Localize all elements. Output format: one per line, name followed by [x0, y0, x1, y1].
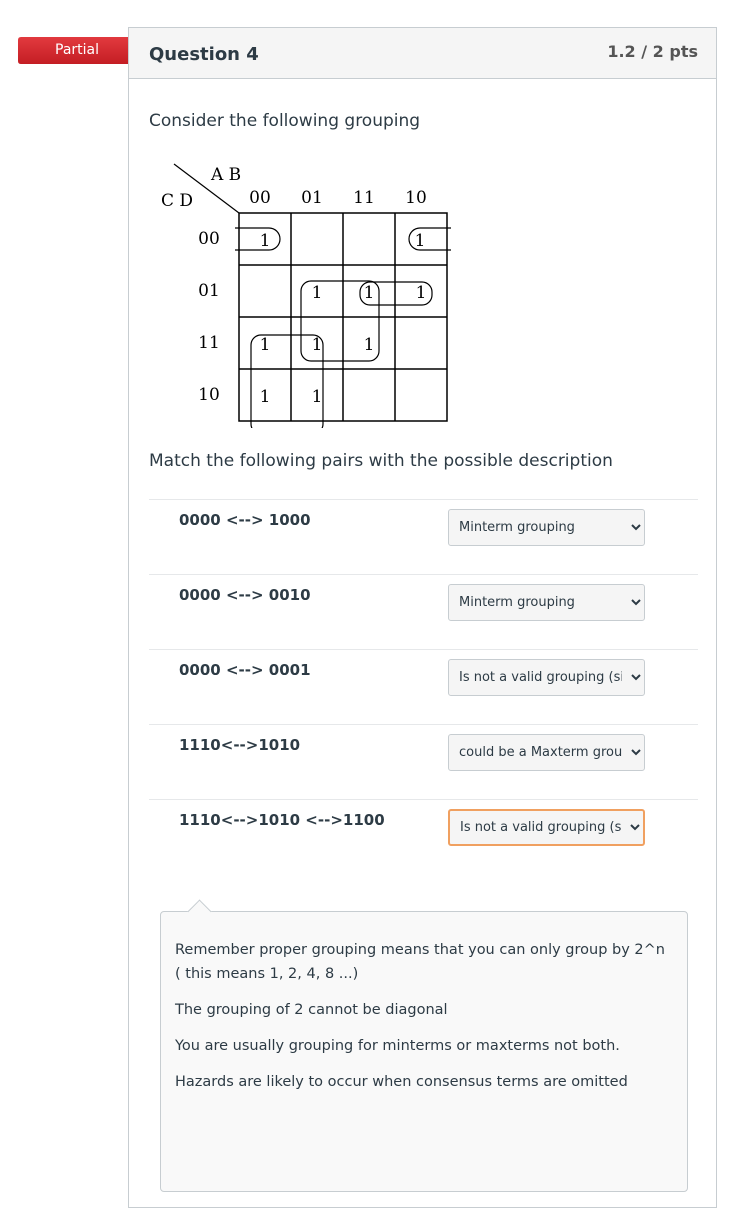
match-answer-select[interactable] [448, 659, 645, 696]
feedback-text: You are usually grouping for minterms or maxterms not both. [175, 1038, 620, 1054]
kmap-cell: 1 [311, 335, 323, 355]
kmap-cell: 1 [259, 335, 271, 355]
feedback-arrow [187, 899, 211, 923]
match-row [149, 799, 698, 875]
match-answer-select[interactable] [448, 734, 645, 771]
feedback-text: Hazards are likely to occur when consensus terms are omitted [175, 1074, 628, 1090]
kmap-row-header: 10 [198, 385, 220, 405]
kmap-col-header: 01 [301, 188, 323, 208]
feedback-box [160, 911, 688, 1192]
question-title: Question 4 [149, 44, 259, 65]
karnaugh-map [159, 158, 459, 428]
kmap-group-outline [235, 228, 280, 250]
match-answer-select[interactable] [448, 509, 645, 546]
feedback-text: Remember proper grouping means that you can only group by 2^n ( this means 1, 2, 4, 8 ...) [175, 942, 665, 982]
question-points: 1.2 / 2 pts [607, 42, 698, 61]
match-pair-label: 0000 <--> 0010 [179, 586, 311, 604]
match-prompt: Match the following pairs with the possible description [149, 451, 613, 471]
kmap-cell: 1 [311, 387, 323, 407]
kmap-row-header: 01 [198, 281, 220, 301]
kmap-cell: 1 [414, 231, 426, 251]
kmap-cell: 1 [259, 387, 271, 407]
kmap-cell: 1 [311, 283, 323, 303]
match-row [149, 649, 698, 725]
kmap-cell: 1 [363, 283, 375, 303]
kmap-cell: 1 [415, 283, 427, 303]
match-row [149, 574, 698, 650]
match-pair-label: 0000 <--> 0001 [179, 661, 311, 679]
kmap-col-header: 00 [249, 188, 271, 208]
kmap-row-header: 11 [198, 333, 220, 353]
question-prompt: Consider the following grouping [149, 111, 421, 131]
status-label: Partial [55, 42, 99, 58]
match-pair-label: 1110<-->1010 <-->1100 [179, 811, 385, 829]
match-answer-select[interactable] [448, 809, 645, 846]
match-row [149, 724, 698, 800]
kmap-row-var: C D [161, 191, 194, 211]
kmap-col-header: 10 [405, 188, 427, 208]
kmap-col-var: A B [211, 165, 242, 185]
match-pair-label: 0000 <--> 1000 [179, 511, 311, 529]
kmap-col-header: 11 [353, 188, 375, 208]
partial-status-flag [18, 37, 144, 64]
match-pair-label: 1110<-->1010 [179, 736, 301, 754]
kmap-cell: 1 [259, 231, 271, 251]
feedback-text: The grouping of 2 cannot be diagonal [175, 1002, 448, 1018]
match-answer-select[interactable] [448, 584, 645, 621]
kmap-cell: 1 [363, 335, 375, 355]
question-card [128, 27, 717, 1208]
question-header [129, 28, 716, 79]
kmap-row-header: 00 [198, 229, 220, 249]
match-row [149, 499, 698, 575]
